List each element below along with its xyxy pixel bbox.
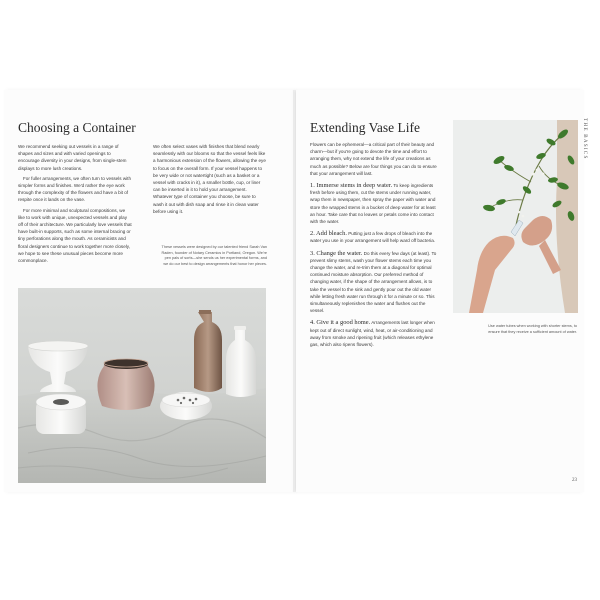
left-column-2 (153, 143, 267, 215)
right-page (296, 90, 588, 492)
tip-4-heading: 4. Give it a good home. (310, 319, 371, 327)
left-column-1 (18, 143, 132, 264)
vessels-photo (18, 288, 266, 483)
tip-1-body: To keep ingredients fresh before using them, cut the stems under running water, wrap them in newspaper, then spray the paper with water and store the wrapped stems in a bucket of deep water for at least an hour. Take care that no leaves or petals come into contact with the water. (310, 183, 436, 225)
left-page (4, 90, 295, 492)
tip-2 (310, 230, 440, 244)
tip-1 (310, 182, 440, 225)
vessels-illustration (18, 288, 266, 483)
section-label: THE BASICS (582, 118, 588, 160)
page-number: 23 (572, 478, 577, 483)
paragraph: For more minimal and sculptural compositions, we like to work with unique, unexpected vessels and play off of their architecture. We particularly love vessels that have built-in supports, such as some internal bracing or tiny perforations along the mouth. As ceramicists and floral designers continue to work together more closely, we hope to see these unusual pieces become more commonplace. (18, 207, 132, 264)
page-title-choosing-container: Choosing a Container (18, 120, 136, 135)
tip-1-heading: 1. Immerse stems in deep water. (310, 182, 393, 190)
tip-2-heading: 2. Add bleach. (310, 230, 347, 238)
water-tube-photo (453, 120, 578, 313)
hands-illustration (453, 120, 578, 313)
tip-4 (310, 319, 440, 348)
tip-2-body: Putting just a few drops of bleach into the water you use in your arrangement will help ward off bacteria. (310, 231, 436, 244)
right-text-column (310, 141, 440, 348)
tip-4-body: Arrangements last longer when kept out of direct sunlight, wind, heat, or air-conditioning and away from smoke and ripening fruit (which releases ethylene gas, which also ripens flowers). (310, 320, 435, 348)
page-title-extending-vase-life: Extending Vase Life (310, 120, 420, 135)
tip-3-heading: 3. Change the water. (310, 249, 363, 257)
paragraph: We recommend seeking out vessels in a range of shapes and sizes and with varied openings to encourage diversity in your designs, from single-stem displays to more lush creations. (18, 144, 127, 171)
water-tube-caption: Use water tubes when working with shorter stems, to ensure that they receive a sufficient amount of water. (488, 324, 577, 334)
tip-3 (310, 250, 440, 315)
vessels-caption: These vessels were designed by our talented friend Sarah Van Raden, founder of Notary Ceramics in Portland, Oregon. We're pen pals of sorts—she sends us her experimental forms, and we do our best to design arrangements that honor her pieces. (161, 245, 267, 266)
tip-3-body: Do this every few days (at least). To prevent slimy stems, wash your flower stems each time you change the water, and re-trim them at a diagonal for optimal continued moisture absorption. Our preferred method of changing water, if the shape of the arrangement allows, is to take the vessel to the sink and gently pour out the old water while letting fresh water run through it for a minute or so. This simultaneously replenishes the water and flushes out the vessel. (310, 250, 437, 314)
paragraph: We often select vases with finishes that blend nearly seamlessly with our blooms so that the vessel feels like a harmonious extension of the flowers, allowing the eye to focus on the overall form. If your vessel happens to be very wide or not watertight (such as a basket or a vessel with cracks in it), a smaller bottle, cup, or liner can be inserted in it to hold your arrangement. Whatever type of container you choose, be sure to wash it out with dish soap and rinse it in clean water before using it. (153, 144, 266, 214)
intro-paragraph: Flowers can be ephemeral—a critical part of their beauty and charm—but if you're going to devote the time and effort to arranging them, why not extend the life of your creations as much as possible? Below are four things you can do to ensure that your arrangement will last. (310, 142, 437, 176)
paragraph: For fuller arrangements, we often turn to vessels with simpler forms and finishes. We'd rather the eye work through the complexity of the flowers and have a bit of respite once it lands on the vase. (18, 175, 132, 203)
